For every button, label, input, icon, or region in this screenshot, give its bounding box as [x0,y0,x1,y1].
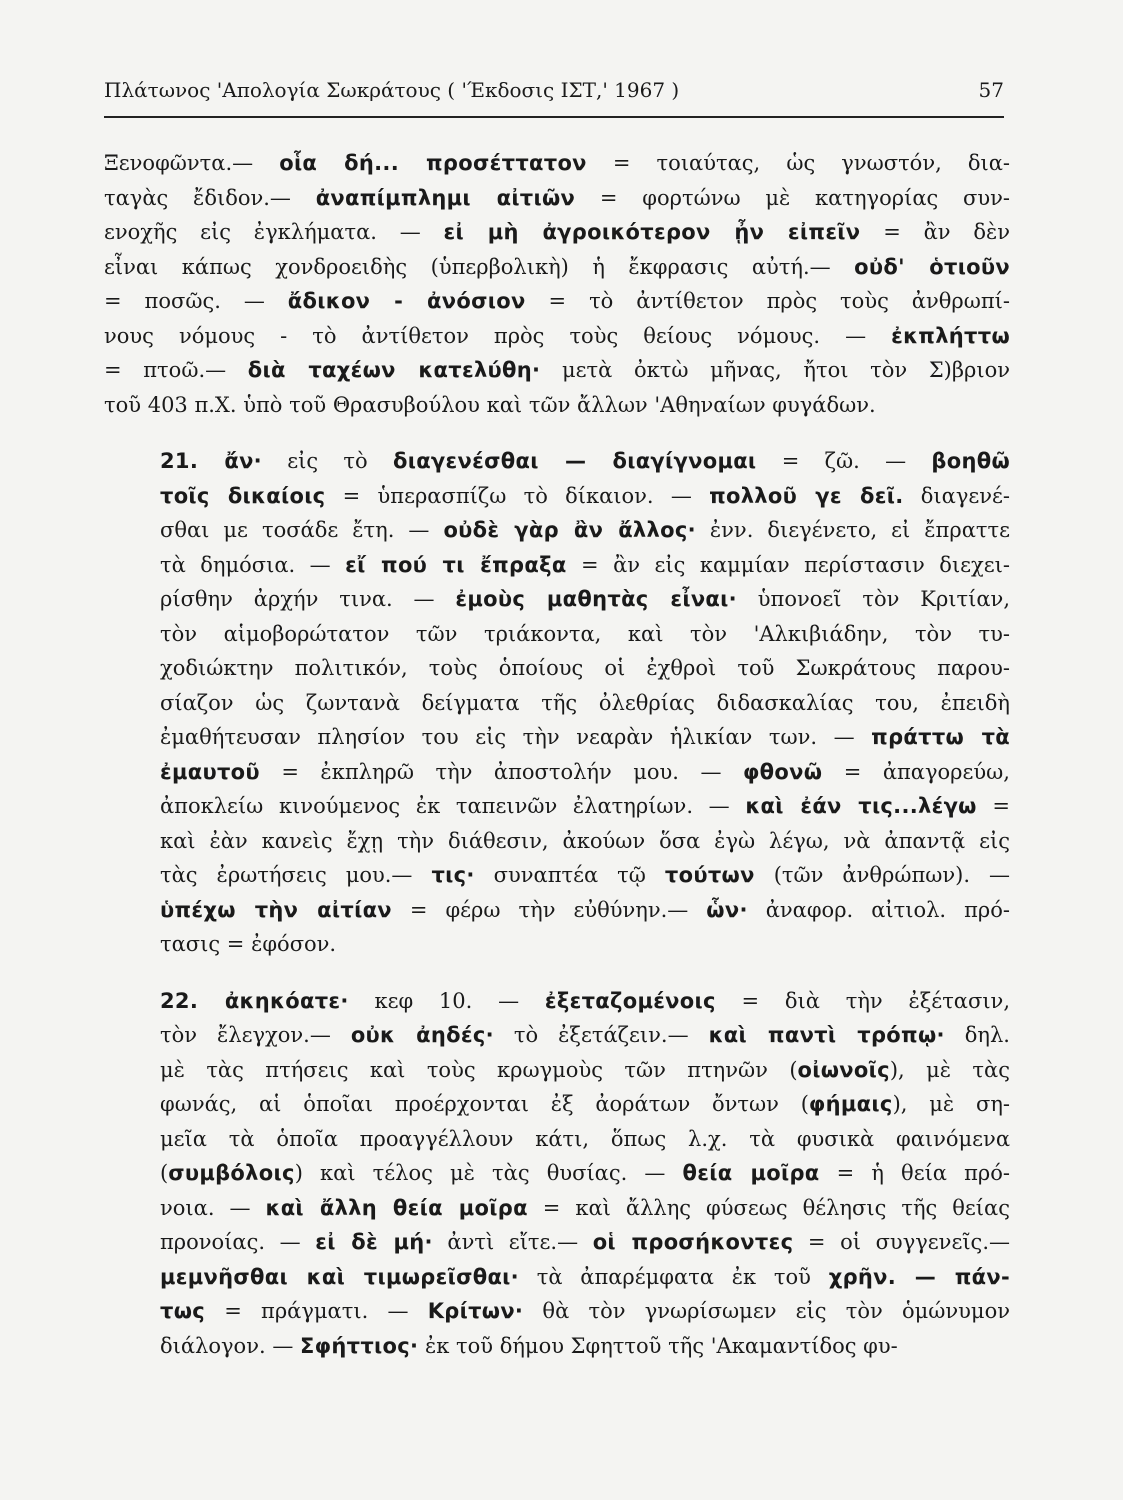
lemma: οἱ προσήκοντες [592,1230,794,1254]
lemma: χρῆν. — πάν- [828,1264,1010,1289]
lemma: οἷα δή... προσέττατον [279,151,587,175]
text-run: τὸν ἔλεγχον.— [160,1023,351,1047]
lemma: καὶ παντὶ τρόπῳ· [708,1023,945,1047]
lemma: ἀναπίμπλημι αἰτιῶν [315,185,576,210]
text-run: εἶναι κάπως χονδροειδὴς (ὑπερβολικὴ) ἡ ἔκφρασις αὐτή.— [104,254,855,279]
text-line [104,720,1010,755]
text-run: μὲ τὰς πτήσεις καὶ τοὺς κρωγμοὺς τῶν πτηνῶν ( [160,1057,798,1082]
commentary-body [104,146,1010,1363]
text-run: δηλ. [944,1023,1010,1047]
text-run: = ἂν δὲν [860,220,1010,244]
lemma: ὑπέχω τὴν αἰτίαν [160,897,392,922]
text-run: τὸν αἱμοβορώτατον τῶν τριάκοντα, καὶ τὸν 'Αλκιβιάδην, τὸν τυ- [160,621,1010,646]
text-run: μετὰ ὀκτὼ μῆνας, ἤτοι τὸν Σ)βριον [540,358,1010,382]
text-run: ἀποκλείω κινούμενος ἐκ ταπεινῶν ἐλατηρίων. — [160,794,746,818]
text-run: ἀναφορ. αἰτιολ. πρό- [747,897,1010,922]
text-run: προνοίας. — [160,1230,316,1254]
lemma: Σφήττιος· [300,1333,419,1358]
text-run: ), μὲ ση- [892,1092,1010,1116]
text-run: τὰς ἐρωτήσεις μου.— [160,863,432,887]
text-line [104,353,1010,388]
text-run: ἐνν. διεγένετο, εἰ ἔπραττε [695,518,1010,542]
lemma: ὧν· [706,897,748,922]
lemma: ἐμαυτοῦ [160,759,260,784]
text-run: = πράγματι. — [205,1299,428,1323]
text-run: = ἡ θεία πρό- [819,1161,1010,1185]
text-run: = [976,794,1010,818]
text-line [104,1156,1010,1191]
lemma: τις· [431,863,475,887]
text-run: καὶ ἐὰν κανεὶς ἔχῃ τὴν διάθεσιν, ἀκούων ὅσα ἐγὼ λέγω, νὰ ἀπαντᾷ εἰς [160,828,1010,853]
text-line [104,582,1010,617]
text-run: = καὶ ἄλλης φύσεως θέλησις τῆς θείας [527,1195,1010,1220]
text-line [104,1053,1010,1088]
text-run: κεφ 10. — [348,988,545,1013]
text-run: = ἂν εἰς καμμίαν περίστασιν διεχει- [566,552,1010,577]
text-run: εἰς τὸ [261,449,393,473]
lemma: ἀκηκόατε· [224,988,349,1013]
lemma: οὐκ ἀηδές· [350,1023,494,1047]
paragraph [104,146,1010,422]
text-run: ( [160,1161,169,1185]
text-line [104,513,1010,548]
text-line [104,479,1010,514]
text-run: νοια. — [160,1195,266,1220]
lemma: ἐκπλήττω [891,323,1010,348]
text-run: διαγενέ- [903,483,1010,508]
text-run: τασις = ἐφόσον. [160,932,337,956]
text-line [104,1329,1010,1364]
text-line [104,215,1010,250]
text-run: ἐμαθήτευσαν πλησίον του εἰς τὴν νεαρὰν ἡλικίαν των. — [160,725,872,749]
lemma: φήμαις [808,1092,893,1116]
text-line [104,1294,1010,1329]
text-line [104,284,1010,319]
text-run: τὰ ἀπαρέμφατα ἐκ τοῦ [518,1264,829,1289]
text-line [104,858,1010,893]
lemma: εἰ δὲ μή· [315,1230,433,1254]
text-line [104,984,1010,1019]
text-run: ενοχῆς εἰς ἐγκλήματα. — [104,220,444,244]
text-run: σθαι με τοσάδε ἔτη. — [160,518,444,542]
text-run: θὰ τὸν γνωρίσωμεν εἰς τὸν ὁμώνυμον [523,1299,1010,1323]
lemma: ἐμοὺς μαθητὰς εἶναι· [455,587,737,611]
lemma: ἐξεταζομένοις [544,988,716,1013]
text-run: = φέρω τὴν εὐθύνην.— [391,897,707,922]
text-run: χοδιώκτην πολιτικόν, τοὺς ὁποίους οἱ ἐχθροὶ τοῦ Σωκράτους παρου- [160,656,1010,680]
text-run: = ζῶ. — [756,449,932,473]
text-run: = ἀπαγορεύω, [822,759,1010,784]
text-run: τοῦ 403 π.Χ. ὑπὸ τοῦ Θρασυβούλου καὶ τῶν ἄλλων 'Αθηναίων φυγάδων. [104,392,876,417]
lemma: εἴ πού τι ἔπραξα [345,552,567,577]
text-line [104,548,1010,583]
lemma: διὰ ταχέων κατελύθη· [247,358,541,382]
text-run: = ποσῶς. — [104,289,288,313]
text-line [104,824,1010,859]
text-run: ρίσθην ἀρχήν τινα. — [160,587,456,611]
text-line [104,146,1010,181]
text-run: τὰ δημόσια. — [160,552,346,577]
lemma: ἄν· [224,449,262,473]
text-run: φωνάς, αἱ ὁποῖαι προέρχονται ἐξ ἀοράτων ὄντων ( [160,1092,809,1116]
lemma: ἄδικον - ἀνόσιον [287,289,526,313]
text-run: διάλογον. — [160,1333,300,1358]
text-run: = οἱ συγγενεῖς.— [793,1230,1010,1254]
text-run: = ἐκπληρῶ τὴν ἀποστολήν μου. — [259,759,743,784]
text-line [104,686,1010,721]
text-line [104,789,1010,824]
lemma: οἰωνοῖς [797,1057,890,1082]
lemma: διαγενέσθαι — διαγίγνομαι [393,449,757,473]
lemma: Κρίτων· [427,1299,524,1323]
header-rule [104,116,1004,118]
text-run: = ὑπερασπίζω τὸ δίκαιον. — [325,483,710,508]
text-line [104,617,1010,652]
text-run: ἐκ τοῦ δήμου Σφηττοῦ τῆς 'Ακαμαντίδος φυ- [418,1333,898,1358]
running-head-title: Πλάτωνος 'Απολογία Σωκράτους ( 'Έκδοσις ΙΣΤ,' 1967 ) [104,78,680,102]
lemma: καὶ ἄλλη θεία μοῖρα [265,1195,528,1220]
section-number: 21. [160,449,225,473]
text-line [104,250,1010,285]
text-line [104,1122,1010,1157]
lemma: συμβόλοις [168,1161,295,1185]
text-line [104,444,1010,479]
text-line [104,893,1010,928]
text-run: ) καὶ τέλος μὲ τὰς θυσίας. — [294,1161,683,1185]
lemma: τούτων [664,863,755,887]
text-run: μεῖα τὰ ὁποῖα προαγγέλλουν κάτι, ὅπως λ.χ. τὰ φυσικὰ φαινόμενα [160,1126,1010,1151]
text-line [104,755,1010,790]
text-line [104,1260,1010,1295]
text-line [104,1087,1010,1122]
lemma: καὶ ἐάν τις...λέγω [745,794,977,818]
text-run: = τὸ ἀντίθετον πρὸς τοὺς ἀνθρωπί- [525,289,1010,313]
lemma: οὐδ' ὁτιοῦν [854,254,1010,279]
text-run: ταγὰς ἔδιδον.— [104,185,316,210]
text-line [104,319,1010,354]
lemma: πράττω τὰ [871,725,1011,749]
lemma: τως [160,1299,206,1323]
text-run: συναπτέα τῷ [474,863,665,887]
text-run: = τοιαύτας, ὡς γνωστόν, δια- [586,151,1011,175]
lemma: πολλοῦ γε δεῖ. [709,483,904,508]
text-run: νους νόμους - τὸ ἀντίθετον πρὸς τοὺς θείους νόμους. — [104,323,892,348]
text-run: ὑπονοεῖ τὸν Κριτίαν, [736,587,1011,611]
text-line [104,1191,1010,1226]
section-number: 22. [160,988,225,1013]
text-run: Ξενοφῶντα.— [104,151,280,175]
text-run: (τῶν ἀνθρώπων). — [754,863,1011,887]
text-line [104,927,1010,962]
text-run: σίαζον ὡς ζωντανὰ δείγματα τῆς ὀλεθρίας διδασκαλίας του, ἐπειδὴ [160,690,1010,715]
lemma: τοῖς δικαίοις [160,483,326,508]
text-line [104,388,1010,423]
page-number: 57 [978,78,1004,102]
lemma: μεμνῆσθαι καὶ τιμωρεῖσθαι· [160,1264,519,1289]
text-line [104,181,1010,216]
lemma: βοηθῶ [931,449,1010,473]
lemma: φθονῶ [742,759,823,784]
paragraph [104,984,1010,1364]
text-run: = φορτώνω μὲ κατηγορίας συν- [575,185,1010,210]
text-run: ἀντὶ εἴτε.— [432,1230,593,1254]
lemma: θεία μοῖρα [682,1161,820,1185]
text-line [104,1018,1010,1053]
text-run: = πτοῶ.— [104,358,248,382]
paragraph [104,444,1010,962]
text-run: = διὰ τὴν ἐξέτασιν, [715,988,1010,1013]
text-line [104,651,1010,686]
text-run: τὸ ἐξετάζειν.— [493,1023,709,1047]
lemma: εἰ μὴ ἀγροικότερον ᾖν εἰπεῖν [443,220,861,244]
text-run: ), μὲ τὰς [889,1057,1010,1082]
text-line [104,1225,1010,1260]
lemma: οὐδὲ γὰρ ἂν ἄλλος· [443,518,696,542]
